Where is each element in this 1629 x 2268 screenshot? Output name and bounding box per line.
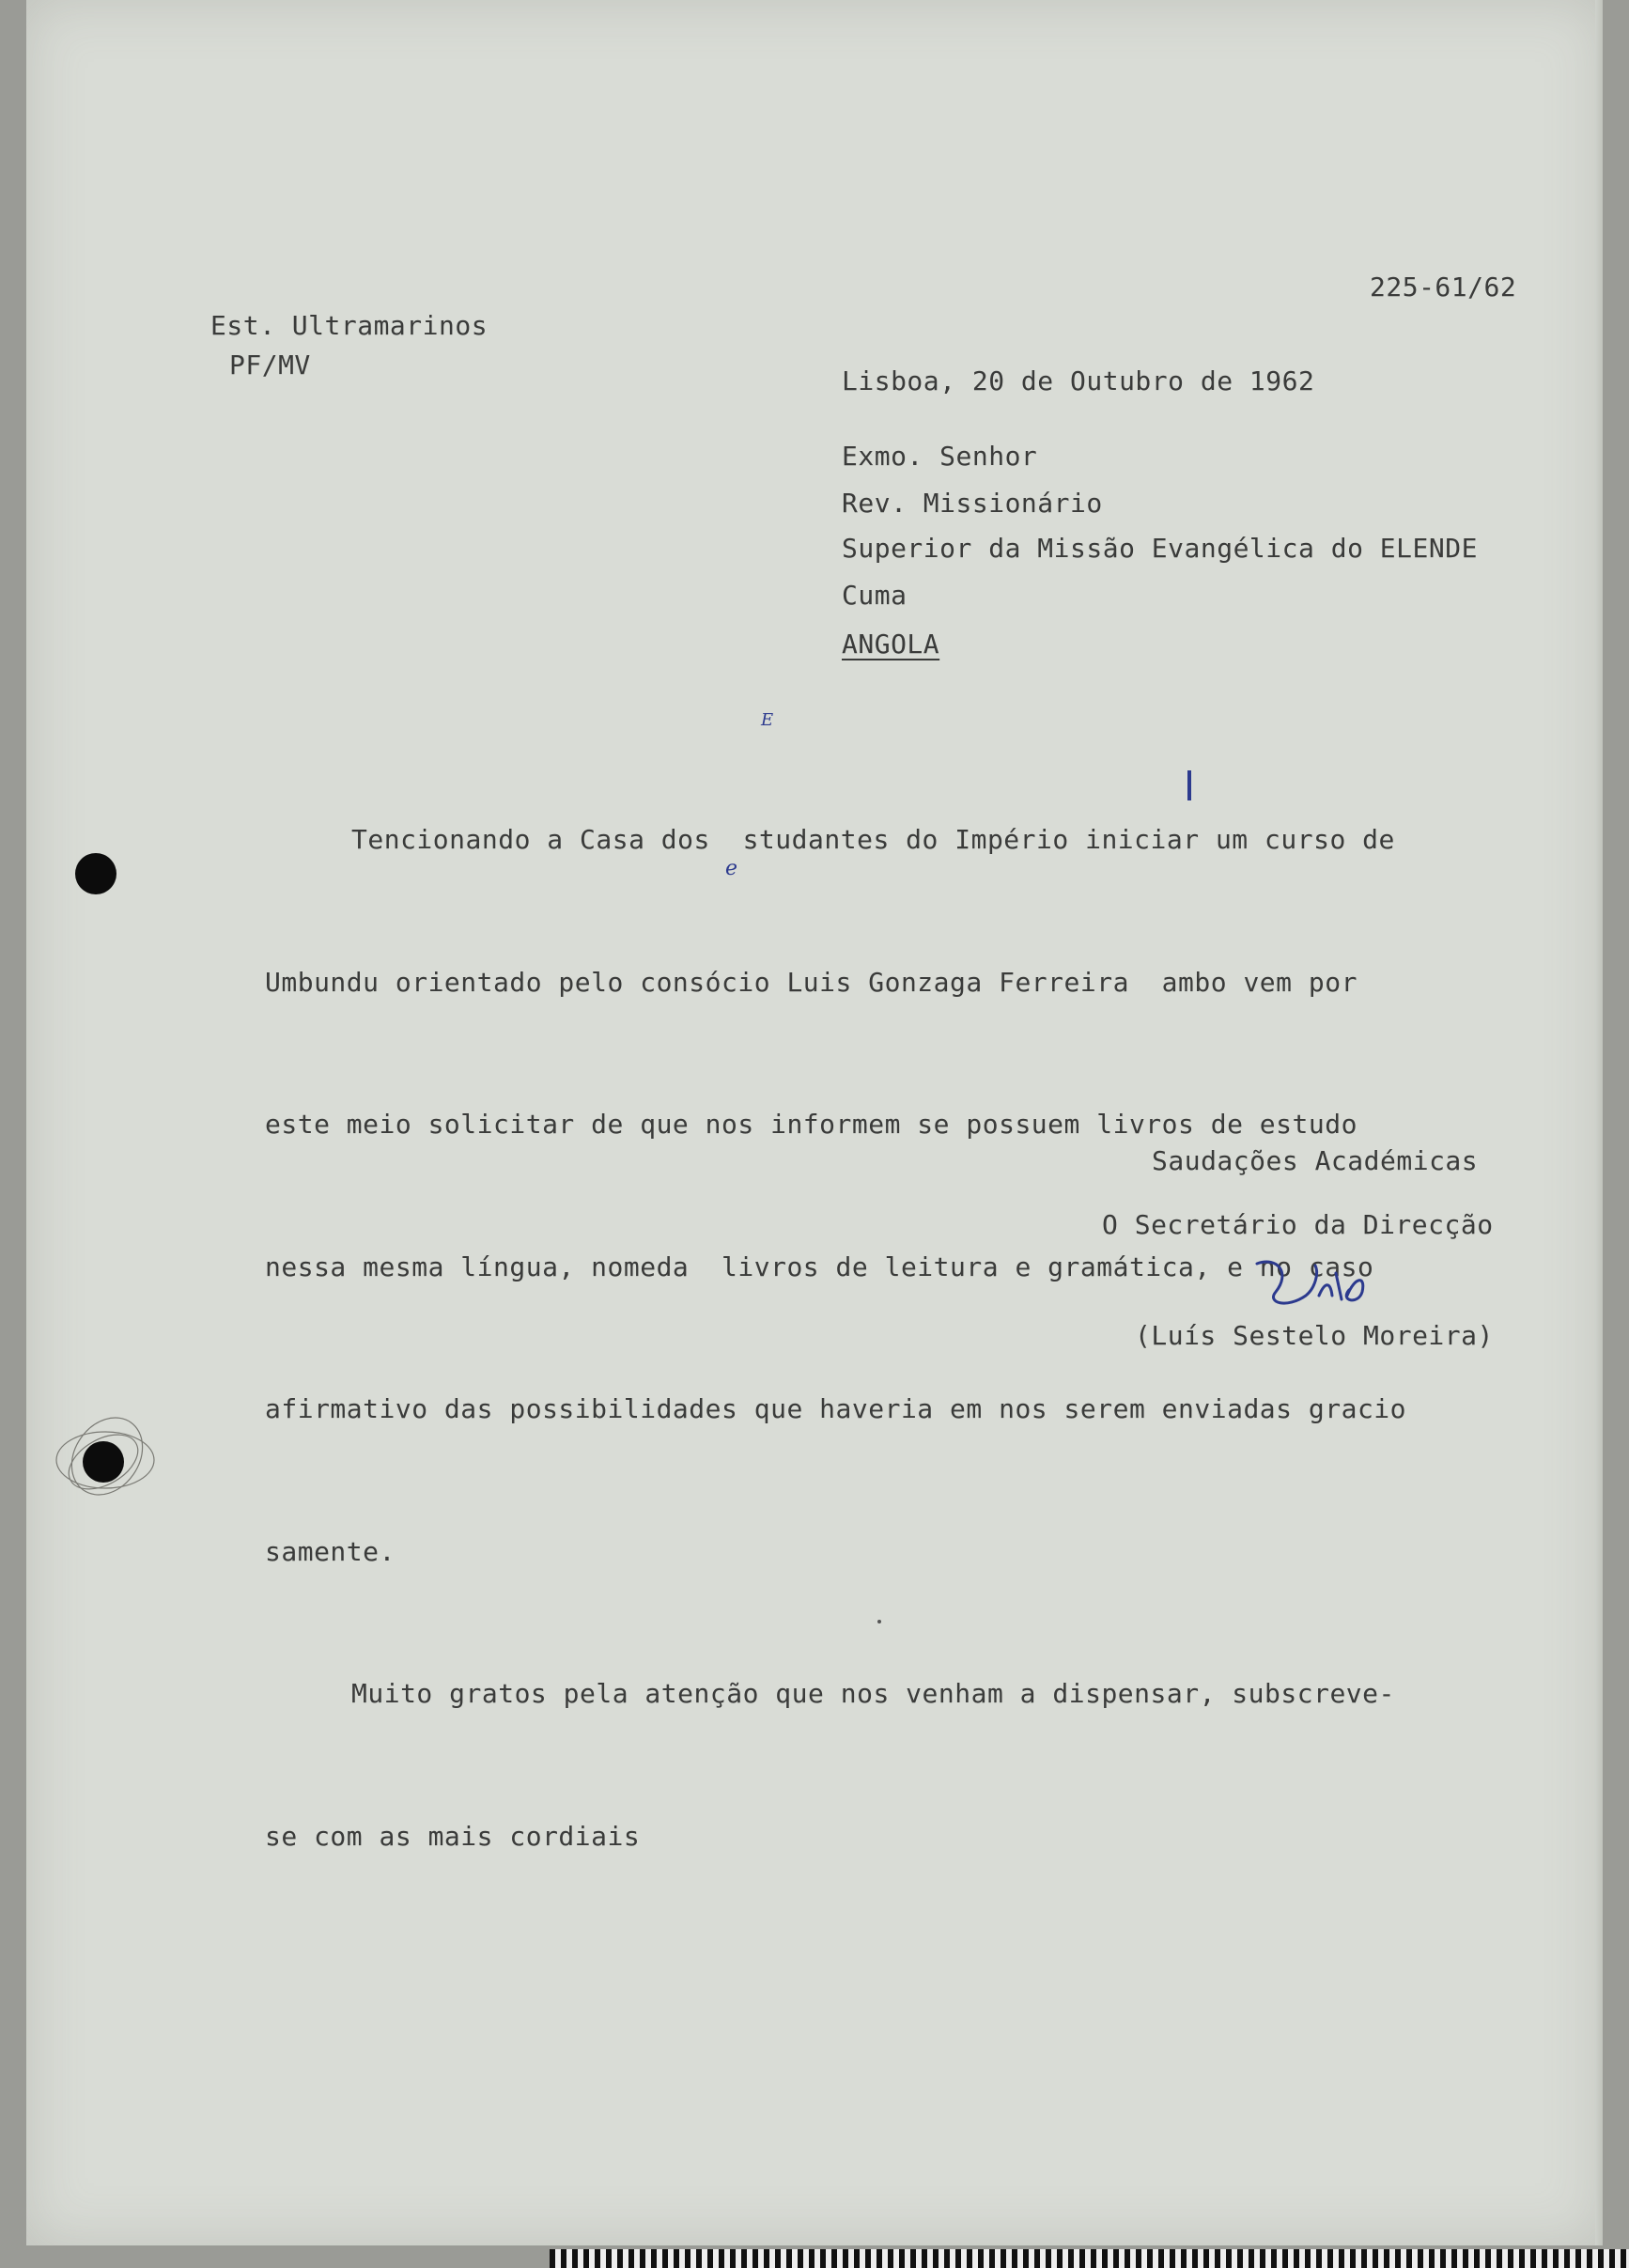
handwritten-correction-mark <box>1187 770 1191 800</box>
sender-department: Est. Ultramarinos <box>210 310 489 341</box>
punch-hole-icon <box>83 1441 124 1483</box>
body-line: Tencionando a Casa dos studantes do Império iniciar um curso de <box>351 824 1395 855</box>
recipient-title: Rev. Missionário <box>842 488 1103 519</box>
handwritten-correction: e <box>725 857 738 880</box>
recipient-position: Superior da Missão Evangélica do ELENDE <box>842 533 1478 564</box>
ink-speck <box>877 1620 881 1623</box>
recipient-country: ANGOLA <box>842 629 940 660</box>
body-line: samente. <box>265 1535 396 1567</box>
closing-greeting: Saudações Académicas <box>1152 1145 1479 1176</box>
body-line: se com as mais cordiais <box>265 1820 641 1852</box>
punch-hole-icon <box>75 853 116 894</box>
body-line: este meio solicitar de que nos informem se possuem livros de estudo <box>265 1109 1358 1140</box>
signatory-name: (Luís Sestelo Moreira) <box>1135 1320 1494 1351</box>
signature-icon <box>1249 1254 1400 1320</box>
date-line: Lisboa, 20 de Outubro de 1962 <box>842 365 1315 396</box>
body-line: nessa mesma língua, nomeda livros de leitura e gramática, e no caso <box>265 1251 1374 1282</box>
body-line: afirmativo das possibilidades que haveria em nos serem enviadas gracio <box>265 1393 1407 1424</box>
recipient-town: Cuma <box>842 580 908 611</box>
recipient-salutation: Exmo. Senhor <box>842 441 1038 472</box>
sender-initials: PF/MV <box>229 350 311 381</box>
body-line: Muito gratos pela atenção que nos venham a dispensar, subscreve- <box>351 1678 1395 1709</box>
handwritten-correction: E <box>761 710 774 730</box>
measurement-scale <box>550 2249 1629 2268</box>
closing-role: O Secretário da Direcção <box>1102 1209 1494 1240</box>
letter-body <box>265 722 1406 1908</box>
reference-number: 225-61/62 <box>1370 272 1517 303</box>
body-line: Umbundu orientado pelo consócio Luis Gonzaga Ferreira ambo vem por <box>265 966 1358 998</box>
page-edge <box>1595 0 1603 2245</box>
